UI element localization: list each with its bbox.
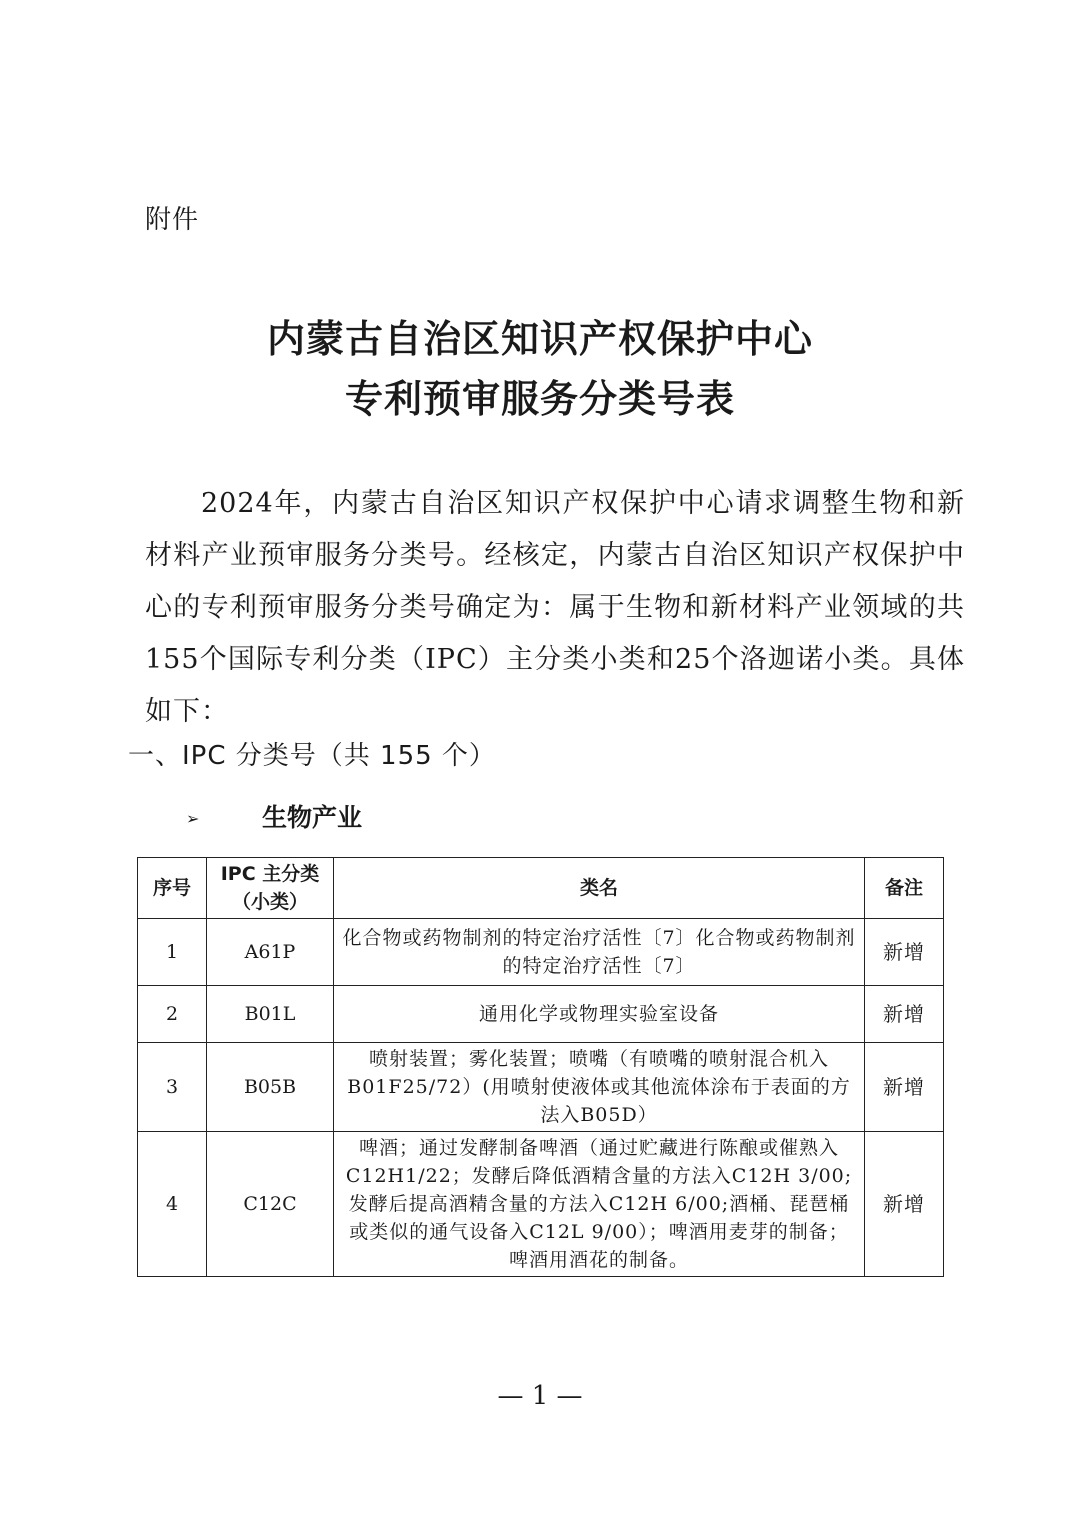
- row-note: 新增: [865, 1043, 944, 1132]
- attachment-label: 附件: [145, 205, 200, 235]
- row-name: 啤酒；通过发酵制备啤酒（通过贮藏进行陈酿或催熟入C12H1/22；发酵后降低酒精含量的方法入C12H 3/00;发酵后提高酒精含量的方法入C12H 6/00;酒桶、琵琶桶或类似的通气设备入C12L 9/00）；啤酒用麦芽的制备；啤酒用酒花的制备。: [334, 1132, 865, 1277]
- header-name: 类名: [334, 858, 865, 919]
- row-index: 2: [138, 986, 207, 1043]
- page-number: — 1 —: [497, 1381, 583, 1411]
- document-title-line2: 专利预审服务分类号表: [344, 377, 735, 421]
- row-name: 通用化学或物理实验室设备: [334, 986, 865, 1043]
- row-ipc: B05B: [207, 1043, 334, 1132]
- row-name: 化合物或药物制剂的特定治疗活性〔7〕化合物或药物制剂的特定治疗活性〔7〕: [334, 919, 865, 986]
- row-note: 新增: [865, 1132, 944, 1277]
- subsection-heading: [186, 800, 362, 837]
- row-note: 新增: [865, 919, 944, 986]
- header-ipc: IPC 主分类（小类）: [207, 858, 334, 919]
- table-row: [138, 919, 944, 986]
- ipc-table: [137, 857, 944, 1277]
- row-ipc: A61P: [207, 919, 334, 986]
- table-row: [138, 986, 944, 1043]
- row-index: 1: [138, 919, 207, 986]
- section-heading: 一、IPC 分类号（共 155 个）: [128, 741, 496, 771]
- table-header-row: [138, 858, 944, 919]
- header-index: 序号: [138, 858, 207, 919]
- subsection-label: 生物产业: [262, 803, 363, 832]
- document-title-line1: 内蒙古自治区知识产权保护中心: [266, 317, 813, 361]
- row-note: 新增: [865, 986, 944, 1043]
- header-note: 备注: [865, 858, 944, 919]
- table-row: [138, 1132, 944, 1277]
- row-ipc: C12C: [207, 1132, 334, 1277]
- row-ipc: B01L: [207, 986, 334, 1043]
- table-row: [138, 1043, 944, 1132]
- bullet-arrow-icon: ➢: [186, 809, 200, 828]
- intro-paragraph: 2024年，内蒙古自治区知识产权保护中心请求调整生物和新材料产业预审服务分类号。经核定，内蒙古自治区知识产权保护中心的专利预审服务分类号确定为：属于生物和新材料产业领域的共155个国际专利分类（IPC）主分类小类和25个洛迦诺小类。具体如下：: [145, 488, 965, 727]
- row-index: 3: [138, 1043, 207, 1132]
- row-index: 4: [138, 1132, 207, 1277]
- row-name: 喷射装置；雾化装置；喷嘴（有喷嘴的喷射混合机入B01F25/72）(用喷射使液体或其他流体涂布于表面的方法入B05D）: [334, 1043, 865, 1132]
